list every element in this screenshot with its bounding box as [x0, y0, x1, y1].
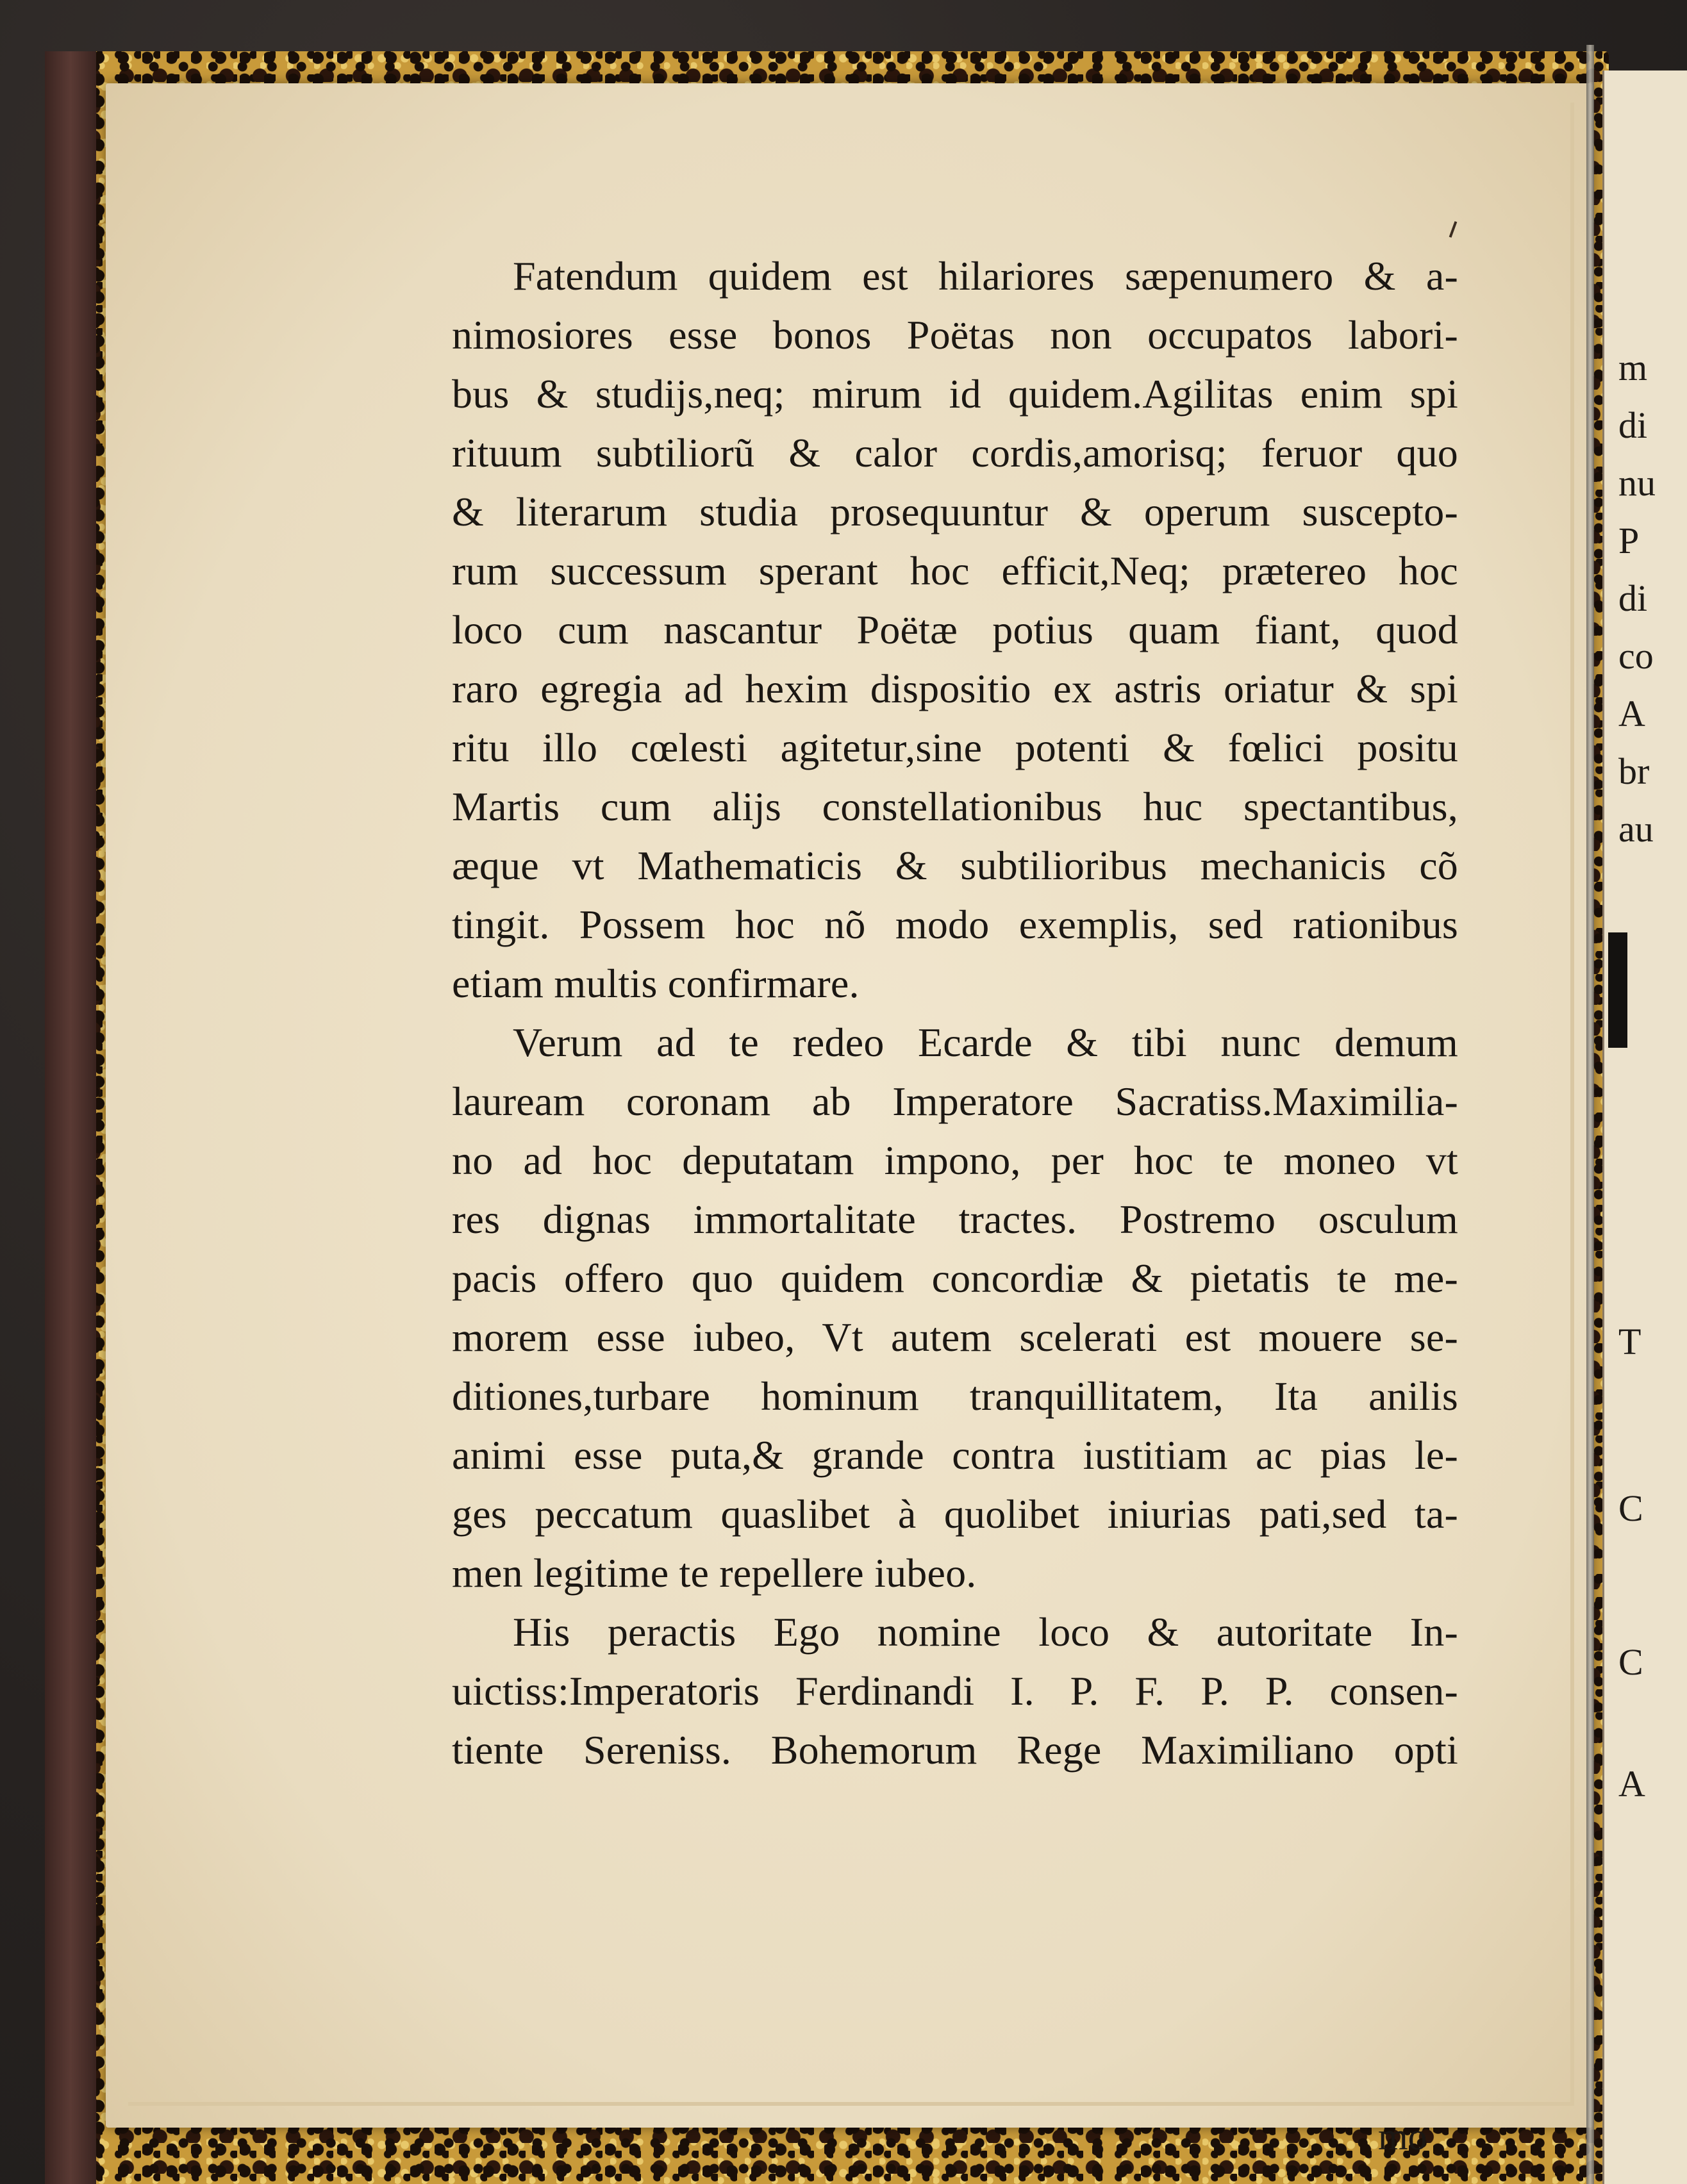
facing-page-fragment: di [1618, 577, 1648, 619]
text-line: uictiss:Imperatoris Ferdinandi I. P. F. P. P. consen- [452, 1668, 1458, 1714]
facing-page-fragment: P [1618, 520, 1640, 561]
text-line: etiam multis confirmare. [452, 961, 860, 1006]
text-line: ditiones,turbare hominum tranquillitatem, Ita anilis [452, 1373, 1458, 1419]
text-line: tiente Sereniss. Bohemorum Rege Maximiliano opti [452, 1727, 1458, 1773]
facing-page-fragment: C [1618, 1641, 1643, 1683]
text-line: bus & studijs,neq; mirum id quidem.Agilitas enim spi [452, 371, 1458, 417]
catchword: mo [1378, 2115, 1427, 2158]
text-line: æque vt Mathematicis & subtilioribus mechanicis cõ [452, 843, 1458, 888]
facing-page-fragment: C [1618, 1487, 1643, 1529]
text-line: nimosiores esse bonos Poëtas non occupatos labori- [452, 312, 1458, 358]
text-line: ges peccatum quaslibet à quolibet iniurias pati,sed ta- [452, 1491, 1458, 1537]
text-line: pacis offero quo quidem concordiæ & pietatis te me- [452, 1255, 1458, 1301]
body-text [452, 247, 1458, 1780]
text-line: animi esse puta,& grande contra iustitiam ac pias le- [452, 1432, 1458, 1478]
facing-page-initial-block [1608, 932, 1627, 1048]
text-line: Fatendum quidem est hilariores sæpenumero & a- [513, 253, 1458, 299]
facing-page-fragment: T [1618, 1321, 1641, 1362]
facing-page-fragment: m [1618, 347, 1648, 388]
text-line: men legitime te repellere iubeo. [452, 1550, 977, 1596]
facing-page-fragment: co [1618, 635, 1654, 677]
text-line: rituum subtiliorũ & calor cordis,amorisq; feruor quo [452, 430, 1458, 476]
facing-page-fragment: au [1618, 808, 1654, 850]
text-line: tingit. Possem hoc nõ modo exemplis, sed rationibus [452, 902, 1458, 947]
leather-spine-edge [45, 51, 96, 2184]
text-line: Martis cum alijs constellationibus huc spectantibus, [452, 784, 1458, 829]
text-line: His peractis Ego nomine loco & autoritate In- [513, 1609, 1458, 1655]
text-line: Verum ad te redeo Ecarde & tibi nunc demum [513, 1020, 1458, 1065]
text-line: & literarum studia prosequuntur & operum suscepto- [452, 489, 1458, 534]
facing-page-fragment: nu [1618, 462, 1656, 504]
text-line: res dignas immortalitate tractes. Postremo osculum [452, 1196, 1458, 1242]
text-line: no ad hoc deputatam impono, per hoc te moneo vt [452, 1138, 1458, 1183]
facing-page-fragment: A [1618, 1763, 1645, 1805]
facing-page-fragment: br [1618, 750, 1650, 792]
text-line: raro egregia ad hexim dispositio ex astris oriatur & spi [452, 666, 1458, 711]
text-line: rum successum sperant hoc efficit,Neq; prætereo hoc [452, 548, 1458, 593]
facing-page-fragment: di [1618, 404, 1648, 446]
facing-page-fragment: A [1618, 693, 1645, 734]
facing-page-sliver [1602, 70, 1687, 2184]
text-line: morem esse iubeo, Vt autem scelerati est mouere se- [452, 1314, 1458, 1360]
text-line: loco cum nascantur Poëtæ potius quam fiant, quod [452, 607, 1458, 652]
glass-plate-edge [1586, 45, 1594, 2184]
text-line: lauream coronam ab Imperatore Sacratiss.Maximilia- [452, 1079, 1458, 1124]
text-line: ritu illo cœlesti agitetur,sine potenti & fœlici positu [452, 725, 1458, 770]
